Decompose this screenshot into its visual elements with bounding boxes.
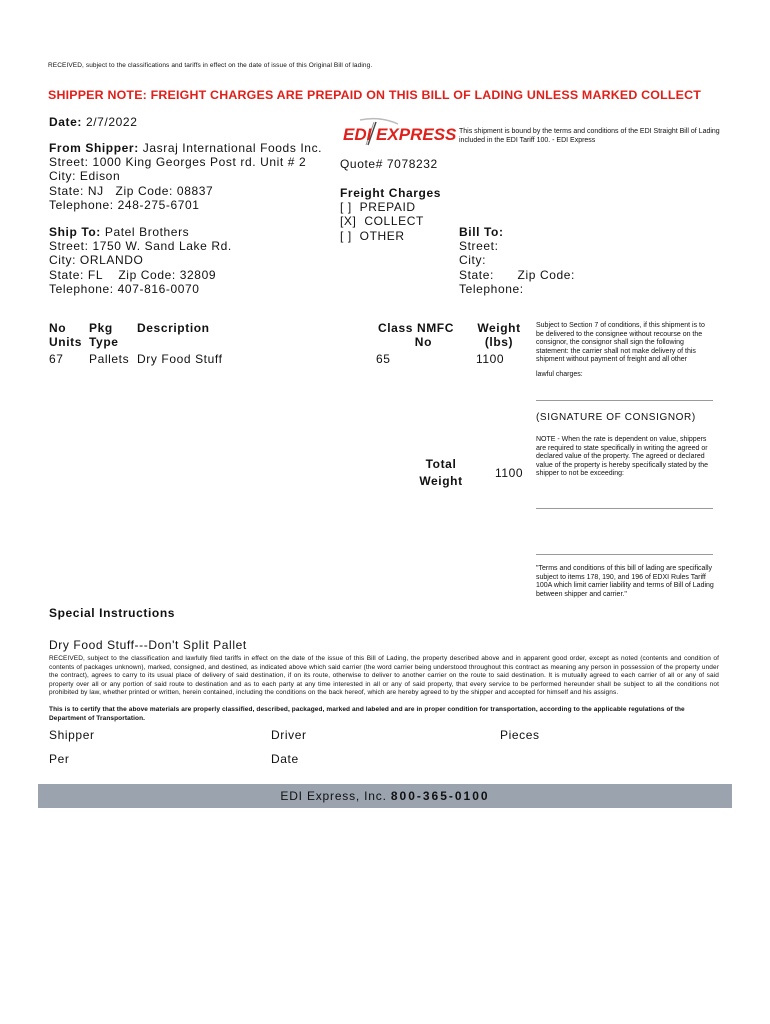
date-signature-label: Date [271, 752, 299, 766]
col-header-description: Description [137, 321, 210, 335]
per-label: Per [49, 752, 70, 766]
consignor-signature-line [536, 400, 713, 401]
total-weight-label [412, 456, 470, 489]
from-shipper-state-zip: State: NJ Zip Code: 08837 [49, 183, 214, 198]
quote-number: Quote# 7078232 [340, 157, 438, 171]
date-label: Date: [49, 115, 83, 129]
col-header-class-line2: No [414, 335, 432, 350]
section7-text: Subject to Section 7 of conditions, if this shipment is to be delivered to the consignee without recourse on the consignor, the consignor shall sign the following statement: the carrier shall not make delivery of this shipment without payment of freight and all other [536, 322, 705, 364]
from-shipper-city: City: Edison [49, 169, 121, 184]
signature-of-consignor-label: (SIGNATURE OF CONSIGNOR) [536, 412, 696, 423]
row-class: 65 [376, 352, 391, 366]
bill-to-label: Bill To: [459, 225, 504, 239]
declared-value-note: NOTE - When the rate is dependent on value, shippers are required to state specifically in writing the agreed or declared value of the property. The agreed or declared value of the property is hereby specifically stated by the shipper to not be exceeding: [536, 436, 708, 478]
from-shipper-telephone: Telephone: 248-275-6701 [49, 197, 200, 212]
certification-statement: This is to certify that the above materials are properly classified, described, packaged, marked and labeled and are in proper condition for transportation, according to the applicable regulations of the Department of Transportation. [49, 706, 685, 722]
total-weight-label-line2: Weight [419, 473, 463, 488]
section7-lawful-charges: lawful charges: [536, 371, 583, 378]
ship-to-telephone: Telephone: 407-816-0070 [49, 281, 200, 296]
edi-express-logo-icon [340, 118, 457, 148]
bill-to-state-zip: State: Zip Code: [459, 267, 575, 282]
col-header-pkg-type [89, 321, 119, 349]
footer-bar [38, 784, 732, 808]
declared-value-line [536, 508, 713, 509]
row-description: Dry Food Stuff [137, 352, 223, 366]
col-header-class-line1: Class NMFC [377, 321, 454, 335]
date-value: 2/7/2022 [85, 115, 138, 129]
row-units: 67 [49, 352, 64, 366]
ship-to-block [49, 225, 329, 296]
edi-express-logo [340, 118, 457, 148]
logo-text: EDI EXPRESS [343, 125, 457, 144]
row-pkg-type: Pallets [89, 352, 130, 366]
freight-option-prepaid: [ ] PREPAID [340, 200, 416, 215]
pieces-label: Pieces [500, 728, 540, 742]
total-weight-value: 1100 [495, 466, 524, 480]
footer-company: EDI Express, Inc. [280, 789, 387, 803]
ship-to-city: City: ORLANDO [49, 253, 144, 268]
col-header-weight-line2: (lbs) [484, 335, 514, 350]
total-weight-label-line1: Total [425, 457, 457, 471]
col-header-pkg-line2: Type [89, 335, 119, 350]
footer-text [38, 784, 732, 808]
from-shipper-street: Street: 1000 King Georges Post rd. Unit # 2 [49, 155, 307, 170]
col-header-units-line2: Units [49, 335, 82, 350]
from-shipper-name-line [49, 141, 349, 155]
col-header-weight-line1: Weight [477, 321, 521, 335]
from-shipper-name: Jasraj International Foods Inc. [142, 141, 323, 155]
col-header-class [376, 321, 454, 349]
driver-signature-label: Driver [271, 728, 307, 742]
bill-to-block [459, 225, 659, 296]
freight-option-other: [ ] OTHER [340, 228, 405, 243]
terms-divider-line [536, 554, 713, 555]
footer-phone: 800-365-0100 [390, 789, 490, 803]
ship-to-state-zip: State: FL Zip Code: 32809 [49, 267, 217, 282]
ship-to-name-line [49, 225, 329, 239]
shipper-signature-label: Shipper [49, 728, 95, 742]
ship-to-street: Street: 1750 W. Sand Lake Rd. [49, 239, 232, 254]
from-shipper-block [49, 141, 349, 212]
ship-to-label: Ship To: [49, 225, 101, 239]
bill-to-city: City: [459, 253, 486, 268]
terms-items-note: "Terms and conditions of this bill of lading are specifically subject to items 178, 190, and 196 of EDXI Rules Tariff 100A which limit carrier liability and terms of Bill of Lading between shipper and carrier." [536, 565, 714, 598]
from-shipper-label: From Shipper: [49, 141, 139, 155]
col-header-units [49, 321, 82, 349]
row-weight: 1100 [476, 352, 505, 366]
special-instructions-text: Dry Food Stuff---Don't Split Pallet [49, 638, 247, 652]
freight-charges-block [340, 186, 460, 243]
received-header-line: RECEIVED, subject to the classifications and tariffs in effect on the date of issue of this Original Bill of lading. [48, 62, 373, 69]
received-paragraph: RECEIVED, subject to the classification and lawfully filed tariffs in effect on the date of the issue of this Bill of Lading, the property described above and in apparent good order, except as noted (contents and condition of contents of packages unknown), marked, consigned, and destined, as indicated above which said carrier (the word carrier being understood throughout this contract as meaning any person in possession of the property under the contract), agrees to carry to its usual place of delivery of said destination, if on its route, otherwise to deliver to another carrier on the route to said destination. It is mutually agreed to each carrier of all or any of said property over all or any portion of said route to destination and as to each party at any time interested in all or any of said property, that every service to be performed hereunder shall be subject to all the conditions not prohibited by law, whether printed or written, herein contained, including the conditions on the back hereof, which are hereby agreed to by the shipper and accepted for himself and his assigns. [49, 655, 719, 696]
col-header-pkg-line1: Pkg [89, 321, 113, 335]
date-line [49, 115, 137, 129]
freight-option-collect: [X] COLLECT [340, 214, 424, 229]
shipper-note: SHIPPER NOTE: FREIGHT CHARGES ARE PREPAID ON THIS BILL OF LADING UNLESS MARKED COLLECT [48, 88, 702, 102]
freight-charges-title: Freight Charges [340, 186, 442, 200]
bill-to-telephone: Telephone: [459, 281, 524, 296]
edi-terms-note: This shipment is bound by the terms and conditions of the EDI Straight Bill of Lading included in the EDI Tariff 100. - EDI Express [459, 128, 720, 144]
ship-to-name: Patel Brothers [104, 225, 190, 239]
col-header-units-line1: No [49, 321, 67, 335]
special-instructions-title: Special Instructions [49, 606, 176, 620]
bill-to-street: Street: [459, 239, 499, 254]
col-header-weight [474, 321, 524, 349]
